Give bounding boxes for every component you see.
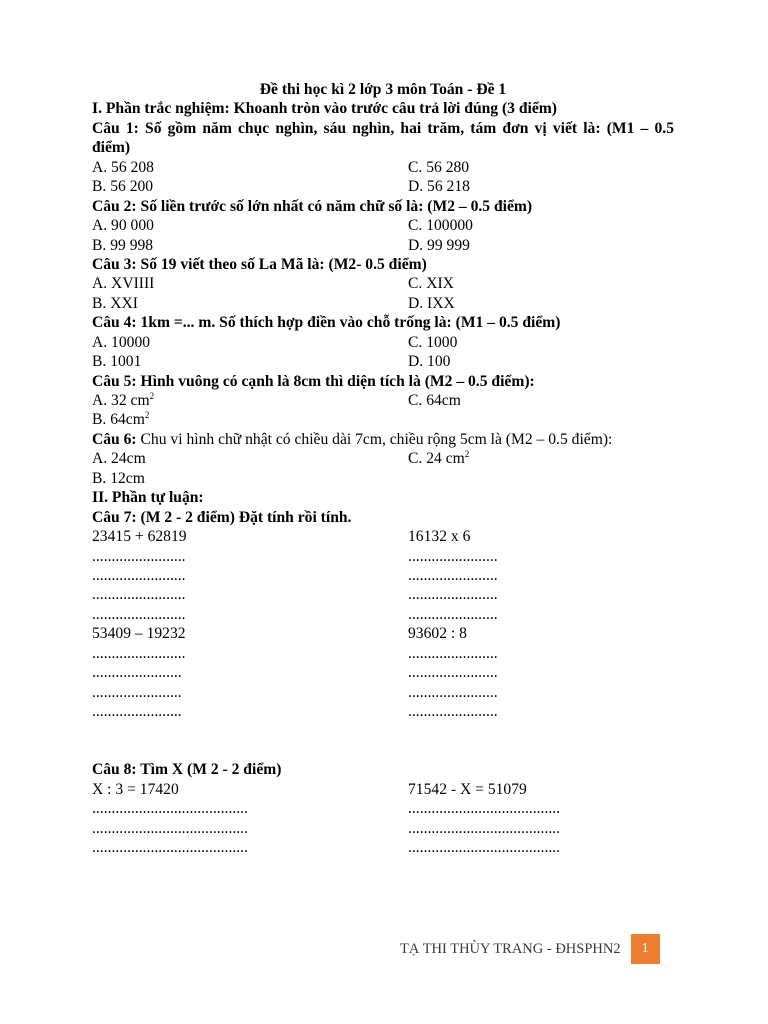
question-8-equations (92, 780, 674, 799)
blank-space (92, 721, 674, 760)
option-c: C. 56 280 (408, 158, 470, 176)
answer-dots-row: ....................... ....................... (92, 703, 498, 721)
option-a: A. 24cm (92, 450, 146, 468)
question-6-options-row-1 (92, 449, 674, 468)
question-2-options-row-2 (92, 236, 674, 255)
question-3-options-row-1 (92, 274, 674, 293)
question-4-options-row-1 (92, 333, 674, 352)
option-c: C. 1000 (408, 333, 458, 351)
option-c: C. XIX (408, 275, 454, 293)
expression-multiplication: 16132 x 6 (408, 528, 471, 546)
answer-dots-row: ........................ ....................... (92, 644, 498, 662)
expression-addition: 23415 + 62819 (92, 528, 187, 546)
expression-division: 93602 : 8 (408, 625, 467, 643)
question-3-options-row-2 (92, 294, 674, 313)
answer-dots-row: ........................................ ....................................... (92, 839, 561, 857)
question-6-text: Câu 6: Chu vi hình chữ nhật có chiều dài 7cm, chiều rộng 5cm là (M2 – 0.5 điểm): (92, 430, 613, 448)
option-a: A. 56 208 (92, 158, 154, 176)
page-number-badge: 1 (631, 934, 660, 964)
option-b: B. 12cm (92, 469, 145, 487)
question-2-options-row-1 (92, 216, 674, 235)
footer-author: TẠ THI THÙY TRANG - ĐHSPHN2 (400, 940, 621, 957)
page-footer (400, 934, 660, 964)
question-6-options-row-2 (92, 469, 674, 488)
option-b: B. XXI (92, 294, 138, 312)
answer-dots-row: ....................... ....................... (92, 683, 498, 701)
option-a: A. 90 000 (92, 217, 154, 235)
question-7-text: Câu 7: (M 2 - 2 điểm) Đặt tính rồi tính. (92, 508, 352, 526)
question-4-options-row-2 (92, 352, 674, 371)
exam-page (92, 80, 674, 858)
part2-heading: II. Phần tự luận: (92, 489, 204, 507)
question-3-text: Câu 3: Số 19 viết theo số La Mã là: (M2- 0.5 điểm) (92, 255, 427, 273)
question-2-text: Câu 2: Số liền trước số lớn nhất có năm chữ số là: (M2 – 0.5 điểm) (92, 197, 533, 215)
option-d: D. 56 218 (408, 178, 470, 196)
option-b: B. 1001 (92, 353, 142, 371)
option-c: C. 24 $cm^2$ (408, 449, 470, 468)
option-b: B. 99 998 (92, 236, 154, 254)
option-d: D. IXX (408, 294, 455, 312)
question-7-expressions-2 (92, 624, 674, 643)
answer-dots-row: ........................................ ....................................... (92, 800, 561, 818)
question-1-text: Câu 1: Số gồm năm chục nghìn, sáu nghìn, hai trăm, tám đơn vị viết là: (M1 – 0.5 điểm) (92, 119, 674, 157)
question-1-options-row-2 (92, 177, 674, 196)
question-8-text: Câu 8: Tìm X (M 2 - 2 điểm) (92, 761, 282, 779)
question-5-text: Câu 5: Hình vuông có cạnh là 8cm thì diện tích là (M2 – 0.5 điểm): (92, 372, 535, 390)
option-d: D. 100 (408, 353, 451, 371)
answer-dots-row: ....................... ....................... (92, 664, 498, 682)
option-c: C. 64cm (408, 392, 461, 410)
answer-dots-row: ........................ ....................... (92, 547, 498, 565)
answer-dots-row: ........................................ ....................................... (92, 819, 561, 837)
option-a: A. 10000 (92, 333, 151, 351)
option-c: C. 100000 (408, 217, 473, 235)
equation-1: X : 3 = 17420 (92, 780, 179, 798)
question-6-label: Câu 6: (92, 430, 137, 448)
expression-subtraction: 53409 – 19232 (92, 625, 186, 643)
answer-dots-row: ........................ ....................... (92, 566, 498, 584)
answer-dots-row: ........................ ....................... (92, 605, 498, 623)
equation-2: 71542 - X = 51079 (408, 780, 527, 798)
question-7-expressions-1 (92, 527, 674, 546)
page-title: Đề thi học kì 2 lớp 3 môn Toán - Đề 1 (259, 81, 507, 98)
answer-dots-row: ........................ ....................... (92, 586, 498, 604)
question-4-text: Câu 4: 1km =... m. Số thích hợp điền vào chỗ trống là: (M1 – 0.5 điểm) (92, 314, 561, 332)
question-5-options-row-2 (92, 410, 674, 429)
option-b: B. $64cm^2$ (92, 410, 150, 429)
option-b: B. 56 200 (92, 178, 154, 196)
option-a: A. 32 $cm^2$ (92, 391, 155, 410)
option-d: D. 99 999 (408, 236, 470, 254)
question-5-options-row-1 (92, 391, 674, 410)
option-a: A. XVIIII (92, 275, 155, 293)
part1-heading: I. Phần trắc nghiệm: Khoanh tròn vào trước câu trả lời đúng (3 điểm) (92, 100, 557, 118)
question-1-options-row-1 (92, 158, 674, 177)
